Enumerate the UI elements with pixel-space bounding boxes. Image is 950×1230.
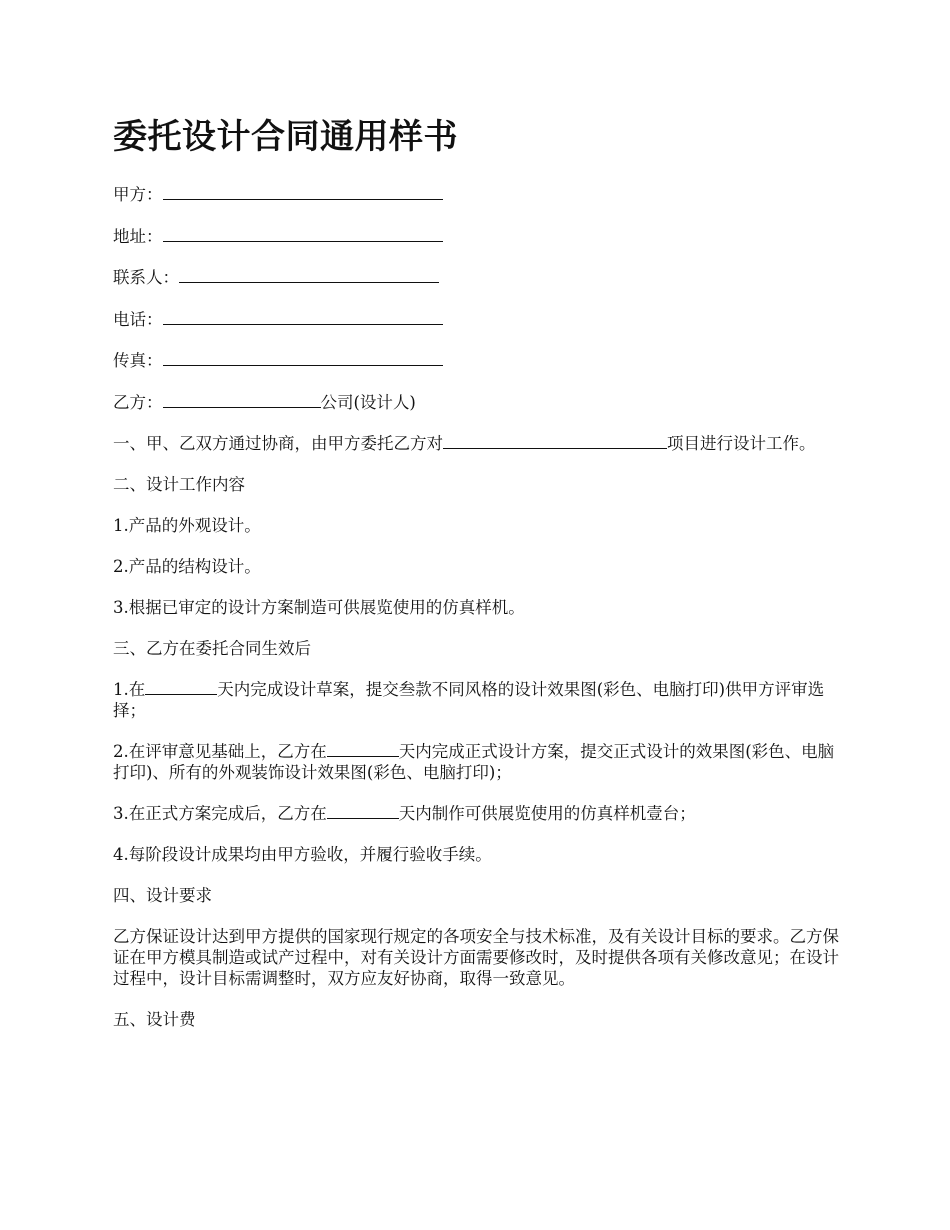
section-3-item-1-pre: 1.在 <box>113 680 146 699</box>
section-3-item-1-post: 天内完成设计草案，提交叁款不同风格的设计效果图(彩色、电脑打印)供甲方评审选择； <box>113 680 825 720</box>
phone-blank[interactable] <box>163 309 443 325</box>
section-3-item-4: 4.每阶段设计成果均由甲方验收，并履行验收手续。 <box>113 845 492 864</box>
phone-label: 电话： <box>113 309 163 329</box>
fax-label: 传真： <box>113 351 163 370</box>
section-3-item-3 <box>113 803 840 824</box>
days-blank-3[interactable] <box>327 803 399 819</box>
contact-field <box>113 267 840 288</box>
contact-blank[interactable] <box>179 267 439 283</box>
section-3-item-2-pre: 2.在评审意见基础上，乙方在 <box>113 742 327 761</box>
section-5-heading: 五、设计费 <box>113 1010 196 1029</box>
section-1-text-pre: 一、甲、乙双方通过协商，由甲方委托乙方对 <box>113 434 443 453</box>
section-3-item-3-post: 天内制作可供展览使用的仿真样机壹台； <box>398 804 696 823</box>
party-a-field <box>113 184 840 205</box>
days-blank-2[interactable] <box>327 741 399 757</box>
section-1-paragraph <box>113 433 840 454</box>
section-4-body: 乙方保证设计达到甲方提供的国家现行规定的各项安全与技术标准，及有关设计目标的要求。乙方保证在甲方模具制造或试产过程中，对有关设计方面需要修改时，及时提供各项有关修改意见；在设计过程中，设计目标需调整时，双方应友好协商，取得一致意见。 <box>113 927 839 988</box>
section-2-item-3: 3.根据已审定的设计方案制造可供展览使用的仿真样机。 <box>113 598 525 617</box>
section-3-item-1 <box>113 679 840 721</box>
phone-field <box>113 309 840 330</box>
section-2-item-2: 2.产品的结构设计。 <box>113 557 261 576</box>
party-b-suffix: 公司(设计人) <box>320 392 416 412</box>
section-2-heading: 二、设计工作内容 <box>113 475 245 494</box>
fax-blank[interactable] <box>163 350 443 366</box>
address-field <box>113 226 840 247</box>
address-blank[interactable] <box>163 226 443 242</box>
address-label: 地址： <box>113 226 163 246</box>
party-b-field <box>113 392 840 413</box>
section-4-heading: 四、设计要求 <box>113 886 212 905</box>
party-b-blank[interactable] <box>163 392 321 408</box>
section-2-item-1: 1.产品的外观设计。 <box>113 516 261 535</box>
contact-label: 联系人： <box>113 268 179 287</box>
document-title: 委托设计合同通用样书 <box>113 117 458 157</box>
section-3-item-2 <box>113 741 840 783</box>
section-3-item-3-pre: 3.在正式方案完成后，乙方在 <box>113 804 327 823</box>
days-blank-1[interactable] <box>145 679 217 695</box>
party-a-blank[interactable] <box>163 184 443 200</box>
section-3-item-2-post: 天内完成正式设计方案，提交正式设计的效果图(彩色、电脑打印)、所有的外观装饰设计效果图(彩色、电脑打印)； <box>113 742 835 782</box>
party-b-label: 乙方： <box>113 392 163 412</box>
project-name-blank[interactable] <box>443 433 667 449</box>
fax-field <box>113 350 840 371</box>
party-a-label: 甲方： <box>113 185 163 204</box>
section-3-heading: 三、乙方在委托合同生效后 <box>113 639 311 658</box>
section-1-text-post: 项目进行设计工作。 <box>667 434 816 453</box>
